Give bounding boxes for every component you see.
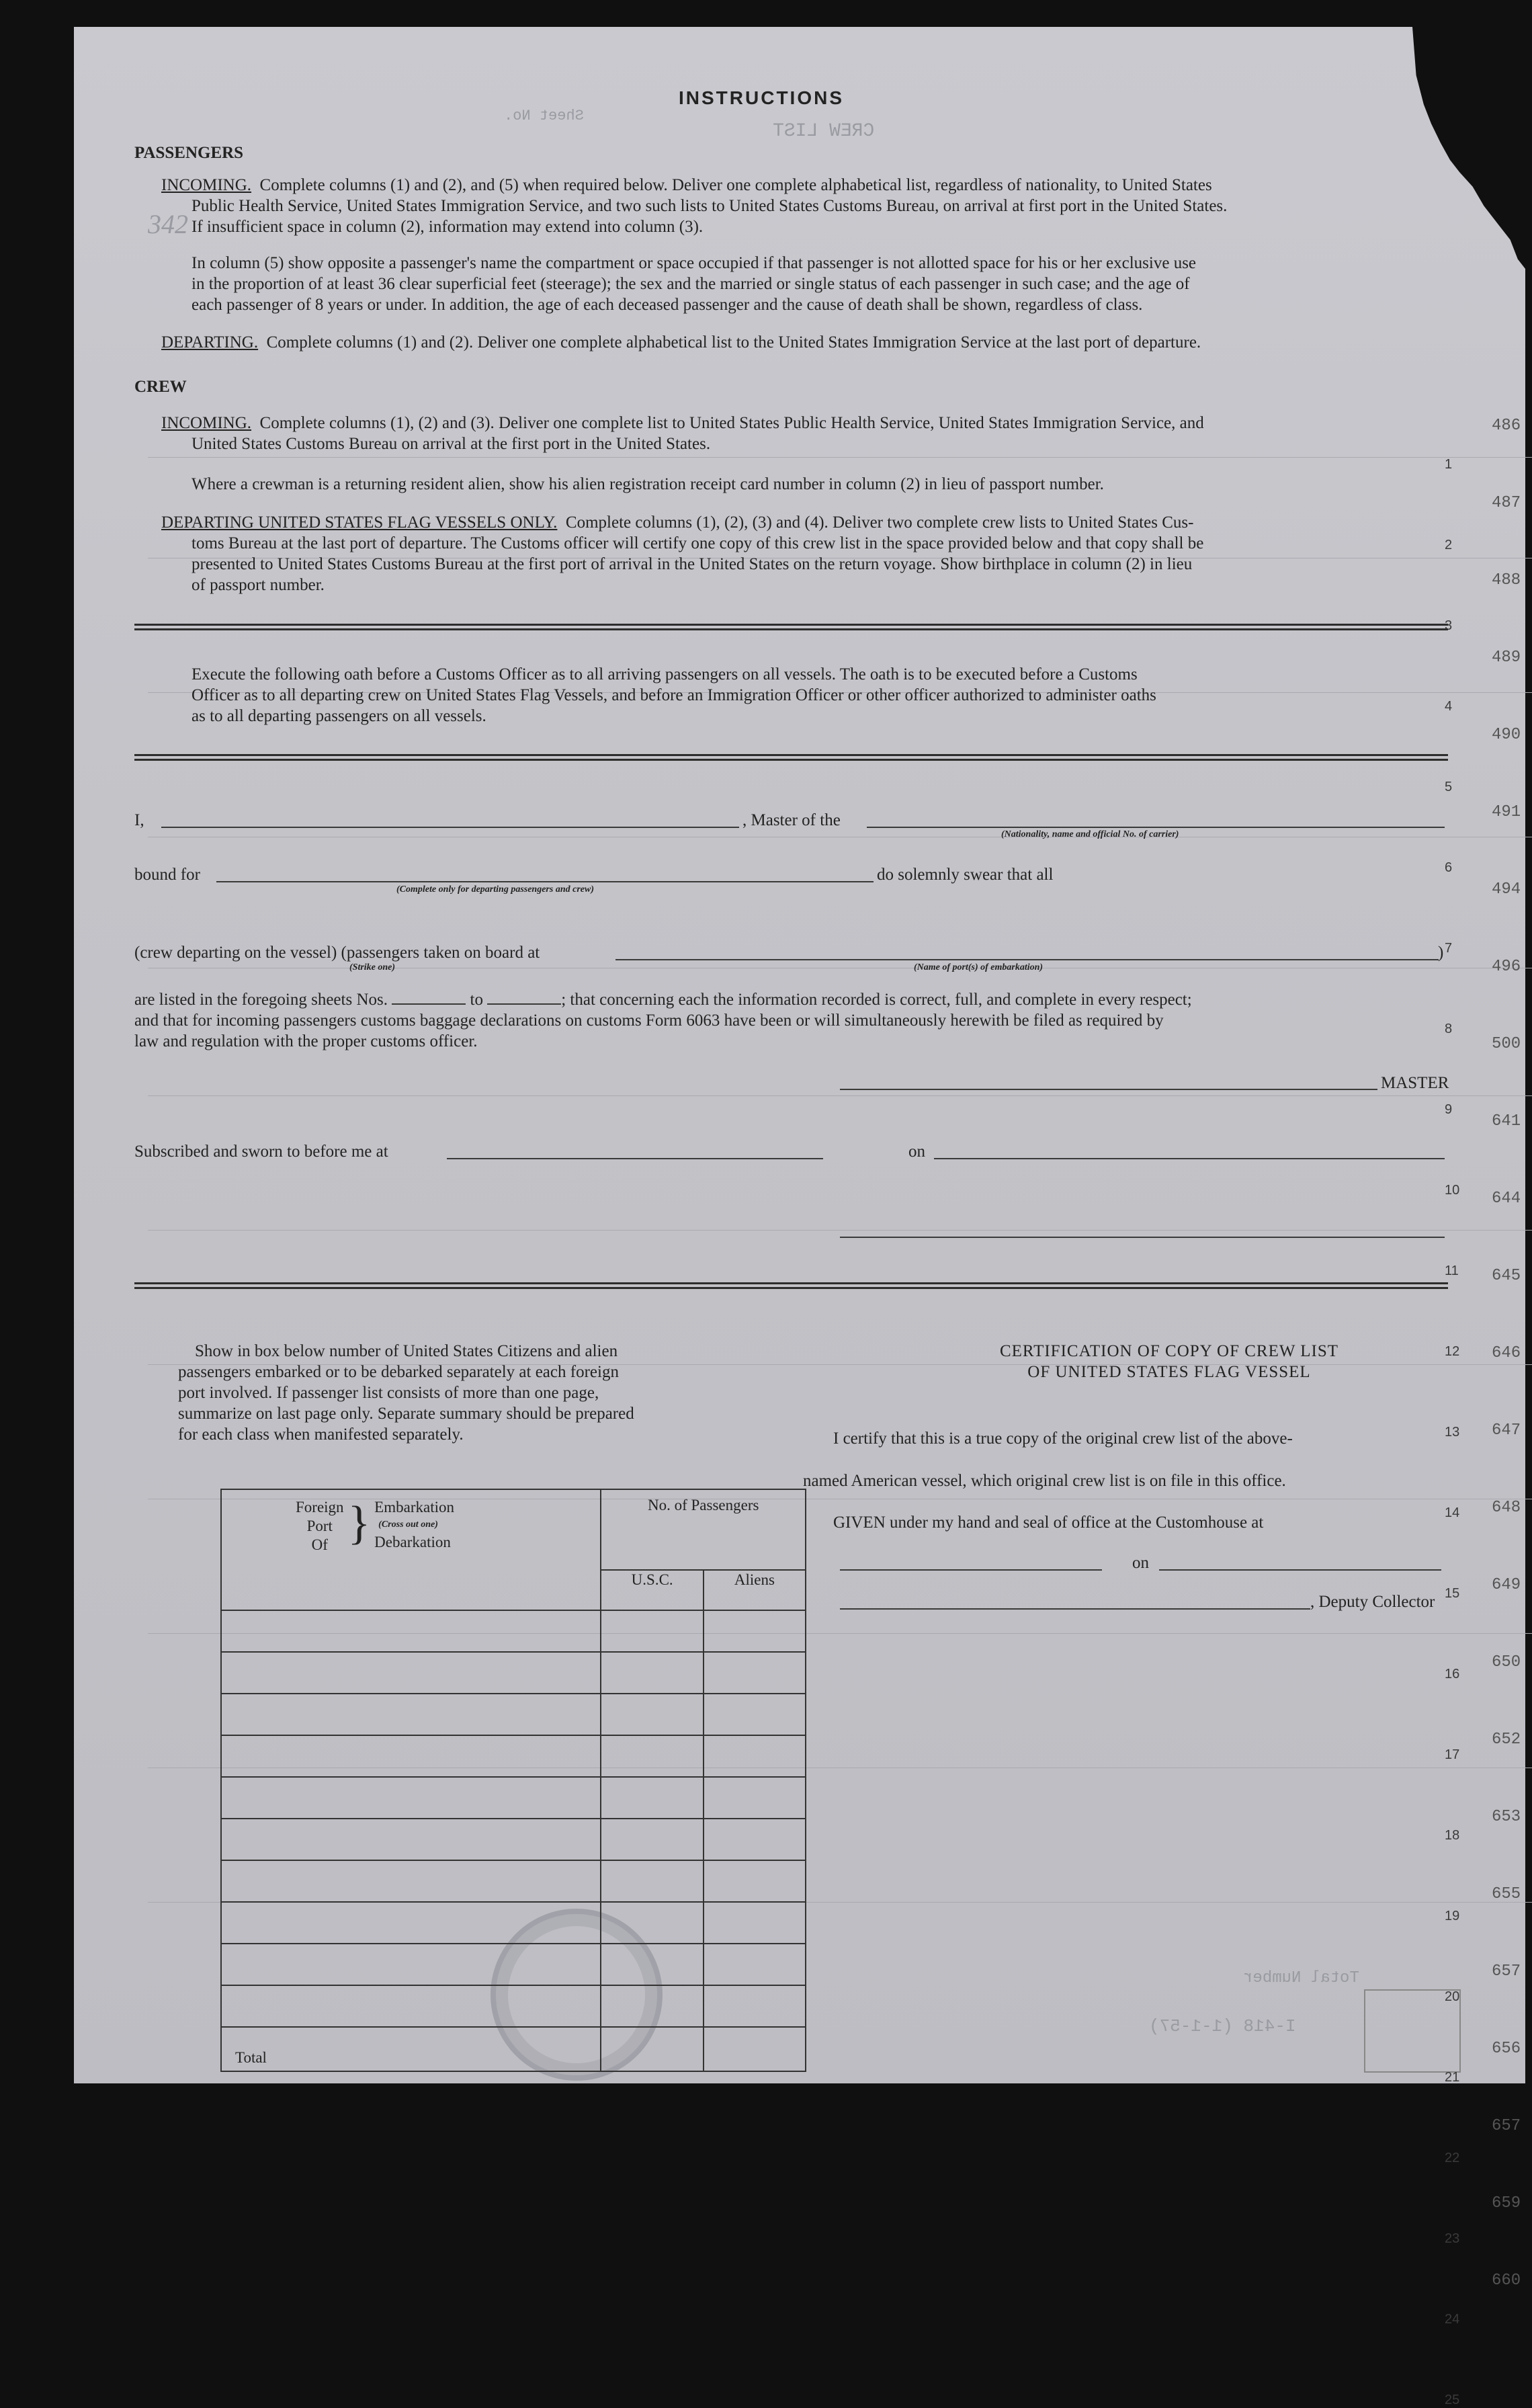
port-cell[interactable] xyxy=(221,1860,601,1902)
bleed-right-number: 648 xyxy=(1492,1499,1521,1517)
certify-line-2: named American vessel, which original crew list is on file in this office. xyxy=(803,1472,1286,1490)
passengers-incoming-block xyxy=(161,175,1472,196)
bleed-row-number: 10 xyxy=(1445,1183,1460,1198)
usc-total-cell[interactable] xyxy=(601,2027,704,2071)
bleed-line xyxy=(148,1230,1532,1231)
crew-alien-text: Where a crewman is a returning resident alien, show his alien registration receipt card number in column (2) in lieu of passport number. xyxy=(192,475,1104,493)
bound-for-caption: (Complete only for departing passengers and crew) xyxy=(396,884,594,895)
aliens-cell[interactable] xyxy=(704,1735,806,1777)
bleed-row-number: 20 xyxy=(1445,1989,1460,2004)
bleed-line xyxy=(148,1095,1532,1096)
bleed-right-number: 652 xyxy=(1492,1731,1521,1749)
bleed-right-number: 488 xyxy=(1492,571,1521,589)
summary-intro-line-3: port involved. If passenger list consists of more than one page, xyxy=(178,1384,599,1402)
passengers-departing-block xyxy=(161,332,1201,353)
column5-line-1: In column (5) show opposite a passenger's name the compartment or space occupied if that passenger is not allotted space for his or her exclusive use xyxy=(192,254,1197,272)
aliens-total-cell[interactable] xyxy=(704,2027,806,2071)
certification-title-2: OF UNITED STATES FLAG VESSEL xyxy=(1027,1363,1311,1381)
master-label: MASTER xyxy=(1381,1074,1449,1092)
customhouse-field[interactable] xyxy=(840,1569,1102,1571)
port-label: Port xyxy=(306,1518,333,1534)
form-number-ghost: I-418 (1-1-57) xyxy=(1149,2016,1296,2036)
bleed-right-number: 496 xyxy=(1492,958,1521,976)
crew-departing-line-1: Complete columns (1), (2), (3) and (4). Deliver two complete crew lists to United States Cus- xyxy=(565,513,1194,532)
bleed-row-number: 15 xyxy=(1445,1586,1460,1601)
passengers-departing-label: DEPARTING. xyxy=(161,333,259,351)
no-passengers-header: No. of Passengers xyxy=(601,1489,806,1570)
crew-incoming-label: INCOMING. xyxy=(161,414,252,432)
brace: } xyxy=(347,1497,371,1549)
usc-cell[interactable] xyxy=(601,1944,704,1985)
sheets-to: to xyxy=(470,991,483,1009)
bleed-right-number: 657 xyxy=(1492,2117,1521,2135)
bleed-right-number: 649 xyxy=(1492,1576,1521,1594)
deputy-signature-field[interactable] xyxy=(840,1608,1310,1610)
bleed-row-number: 25 xyxy=(1445,2393,1460,2407)
port-cell[interactable] xyxy=(221,1610,601,1652)
carrier-field[interactable] xyxy=(867,827,1445,828)
deputy-collector-label: , Deputy Collector xyxy=(1310,1593,1435,1611)
cross-out-label: (Cross out one) xyxy=(378,1520,438,1530)
bleed-right-number: 500 xyxy=(1492,1035,1521,1053)
ports-field[interactable] xyxy=(615,959,1439,960)
aliens-cell[interactable] xyxy=(704,1902,806,1944)
total-label: Total xyxy=(221,2027,601,2071)
oath-intro-line-2: Officer as to all departing crew on United States Flag Vessels, and before an Immigration Officer or other officer authorized to administer oaths xyxy=(192,686,1156,704)
aliens-cell[interactable] xyxy=(704,1944,806,1985)
subscribed-label: Subscribed and sworn to before me at xyxy=(134,1143,388,1161)
oath-i-label: I, xyxy=(134,811,144,829)
usc-cell[interactable] xyxy=(601,1860,704,1902)
usc-cell[interactable] xyxy=(601,1694,704,1735)
carrier-caption: (Nationality, name and official No. of carrier) xyxy=(1001,829,1179,839)
summary-intro-line-4: summarize on last page only. Separate summary should be prepared xyxy=(178,1405,634,1423)
usc-cell[interactable] xyxy=(601,1819,704,1860)
given-text: GIVEN under my hand and seal of office at the Customhouse at xyxy=(833,1513,1264,1532)
document-sheet xyxy=(74,27,1525,2407)
bleed-row-number: 19 xyxy=(1445,1909,1460,1923)
bleed-row-number: 23 xyxy=(1445,2231,1460,2246)
passengers-departing-text: Complete columns (1) and (2). Deliver one complete alphabetical list to the United States Immigration Service at the last port of departure. xyxy=(266,333,1201,351)
crew-departing-text: (crew departing on the vessel) (passengers taken on board at xyxy=(134,944,540,962)
crew-incoming-block xyxy=(161,413,1204,433)
master-of-the-label: , Master of the xyxy=(742,811,841,829)
stamp-number: 342 xyxy=(148,209,188,239)
usc-cell[interactable] xyxy=(601,1610,704,1652)
sheets-to-field[interactable] xyxy=(487,1003,561,1005)
bleed-right-number: 660 xyxy=(1492,2272,1521,2290)
bleed-right-number: 489 xyxy=(1492,649,1521,667)
bleed-right-number: 659 xyxy=(1492,2194,1521,2212)
certification-date-field[interactable] xyxy=(1159,1569,1441,1571)
crew-incoming-line-1: Complete columns (1), (2) and (3). Deliver one complete list to United States Public Health Service, United States Immigration Service, and xyxy=(259,414,1204,432)
passengers-heading: PASSENGERS xyxy=(134,144,244,162)
debarkation-label: Debarkation xyxy=(374,1534,451,1550)
oath-intro-line-1: Execute the following oath before a Customs Officer as to all arriving passengers on all vessels. The oath is to be executed before a Customs xyxy=(192,665,1138,683)
bleed-row-number: 1 xyxy=(1445,457,1453,472)
passenger-summary-table xyxy=(220,1489,806,2072)
summary-intro-line-1: Show in box below number of United States Citizens and alien xyxy=(195,1342,618,1360)
bleed-right-number: 647 xyxy=(1492,1421,1521,1440)
officer-signature-field[interactable] xyxy=(840,1237,1445,1238)
port-cell[interactable] xyxy=(221,1902,601,1944)
passengers-incoming-label: INCOMING. xyxy=(161,176,252,194)
master-name-field[interactable] xyxy=(161,827,739,828)
subscribed-on-label: on xyxy=(908,1143,925,1161)
bleed-right-number: 653 xyxy=(1492,1808,1521,1826)
torn-corner xyxy=(1337,27,1525,269)
crew-departing-label: DEPARTING UNITED STATES FLAG VESSELS ONLY. xyxy=(161,513,558,532)
column5-line-3: each passenger of 8 years or under. In addition, the age of each deceased passenger and the cause of death shall be shown, regardless of class. xyxy=(192,296,1143,314)
crew-heading: CREW xyxy=(134,378,187,396)
bleed-row-number: 2 xyxy=(1445,538,1453,552)
bleed-row-number: 4 xyxy=(1445,699,1453,714)
port-cell[interactable] xyxy=(221,1944,601,1985)
crew-departing-line-3: presented to United States Customs Bureau at the first port of arrival in the United States on the return voyage. Show birthplace in column (2) in lieu xyxy=(192,555,1193,573)
port-cell[interactable] xyxy=(221,1819,601,1860)
bleed-row-number: 8 xyxy=(1445,1022,1453,1036)
port-cell[interactable] xyxy=(221,1735,601,1777)
aliens-cell[interactable] xyxy=(704,1610,806,1652)
bleed-right-number: 655 xyxy=(1492,1885,1521,1903)
page-title: INSTRUCTIONS xyxy=(679,87,844,108)
port-cell[interactable] xyxy=(221,1652,601,1694)
sheets-line xyxy=(134,989,1192,1010)
bleed-right-number: 494 xyxy=(1492,880,1521,899)
aliens-cell[interactable] xyxy=(704,1819,806,1860)
bleed-row-number: 11 xyxy=(1445,1263,1459,1278)
oath-line-2: and that for incoming passengers customs baggage declarations on customs Form 6063 have been or will simultaneously herewith be filed as required by xyxy=(134,1011,1164,1030)
port-cell[interactable] xyxy=(221,1985,601,2027)
ports-close-paren: ) xyxy=(1438,944,1444,962)
sheets-from-field[interactable] xyxy=(392,1003,466,1005)
subscribed-place-field[interactable] xyxy=(447,1158,823,1159)
crew-departing-block xyxy=(161,512,1193,533)
bleed-right-number: 650 xyxy=(1492,1653,1521,1671)
bleed-row-number: 24 xyxy=(1445,2312,1460,2327)
passengers-incoming-line-2: Public Health Service, United States Immigration Service, and two such lists to United States Customs Bureau, on arrival at first port in the United States. xyxy=(192,197,1228,215)
bleed-row-number: 22 xyxy=(1445,2151,1460,2165)
usc-cell[interactable] xyxy=(601,1777,704,1819)
port-cell[interactable] xyxy=(221,1694,601,1735)
crew-departing-line-4: of passport number. xyxy=(192,576,325,594)
bleed-row-number: 7 xyxy=(1445,941,1453,956)
usc-cell[interactable] xyxy=(601,1652,704,1694)
aliens-cell[interactable] xyxy=(704,1694,806,1735)
sheets-pre: are listed in the foregoing sheets Nos. xyxy=(134,991,388,1009)
section-divider xyxy=(134,754,1448,761)
bleed-row-number: 5 xyxy=(1445,780,1453,794)
bound-for-field[interactable] xyxy=(216,881,874,882)
bleed-right-number: 657 xyxy=(1492,1962,1521,1981)
oath-intro-line-3: as to all departing passengers on all vessels. xyxy=(192,707,486,725)
passengers-incoming-line-3: If insufficient space in column (2), information may extend into column (3). xyxy=(192,218,704,236)
usc-header: U.S.C. xyxy=(601,1570,704,1610)
aliens-cell[interactable] xyxy=(704,1652,806,1694)
bleed-right-number: 656 xyxy=(1492,2040,1521,2058)
strike-one-caption: (Strike one) xyxy=(349,962,396,972)
aliens-cell[interactable] xyxy=(704,1985,806,2027)
total-number-ghost: Total Number xyxy=(1243,1969,1359,1987)
aliens-cell[interactable] xyxy=(704,1860,806,1902)
certify-line-1: I certify that this is a true copy of the original crew list of the above- xyxy=(833,1429,1293,1448)
bleed-row-number: 17 xyxy=(1445,1747,1460,1762)
usc-cell[interactable] xyxy=(601,1735,704,1777)
subscribed-date-field[interactable] xyxy=(934,1158,1445,1159)
oath-line-3: law and regulation with the proper customs officer. xyxy=(134,1032,478,1050)
bleed-row-number: 13 xyxy=(1445,1425,1460,1440)
bleed-row-number: 21 xyxy=(1445,2070,1460,2085)
swear-text: do solemnly swear that all xyxy=(877,866,1054,884)
bleed-right-number: 644 xyxy=(1492,1190,1521,1208)
master-signature-field[interactable] xyxy=(840,1089,1377,1090)
port-cell[interactable] xyxy=(221,1777,601,1819)
bleed-right-number: 486 xyxy=(1492,417,1521,435)
crew-incoming-line-2: United States Customs Bureau on arrival at the first port in the United States. xyxy=(192,435,711,453)
bleed-row-number: 3 xyxy=(1445,618,1453,633)
aliens-header: Aliens xyxy=(704,1570,806,1610)
section-divider xyxy=(134,1282,1448,1289)
bleed-right-number: 491 xyxy=(1492,803,1521,821)
summary-intro-line-5: for each class when manifested separately. xyxy=(178,1425,464,1444)
embarkation-label: Embarkation xyxy=(374,1499,454,1516)
mirrored-header: CREW LIST xyxy=(773,121,875,142)
of-label: Of xyxy=(311,1536,328,1553)
sheets-post: ; that concerning each the information recorded is correct, full, and complete in every respect; xyxy=(561,991,1192,1009)
port-header-cell xyxy=(221,1489,601,1610)
bleed-row-number: 14 xyxy=(1445,1505,1460,1520)
usc-cell[interactable] xyxy=(601,1902,704,1944)
aliens-cell[interactable] xyxy=(704,1777,806,1819)
sheet-no-ghost: Sheet No. xyxy=(504,108,584,124)
bound-for-label: bound for xyxy=(134,866,200,884)
column5-line-2: in the proportion of at least 36 clear superficial feet (steerage); the sex and the married or single status of each passenger in such case; and the age of xyxy=(192,275,1190,293)
crew-departing-line-2: toms Bureau at the last port of departure. The Customs officer will certify one copy of this crew list in the space provided below and that copy shall be xyxy=(192,534,1204,552)
bleed-row-number: 18 xyxy=(1445,1828,1460,1843)
certification-on-label: on xyxy=(1132,1554,1149,1572)
usc-cell[interactable] xyxy=(601,1985,704,2027)
passengers-incoming-line-1: Complete columns (1) and (2), and (5) when required below. Deliver one complete alphabetical list, regardless of nationality, to United States xyxy=(259,176,1212,194)
bleed-right-number: 487 xyxy=(1492,494,1521,512)
bleed-row-number: 9 xyxy=(1445,1102,1453,1117)
bleed-right-number: 646 xyxy=(1492,1344,1521,1362)
bleed-right-number: 645 xyxy=(1492,1267,1521,1285)
summary-intro-line-2: passengers embarked or to be debarked separately at each foreign xyxy=(178,1363,619,1381)
ports-caption: (Name of port(s) of embarkation) xyxy=(914,962,1044,972)
bleed-line xyxy=(148,457,1532,458)
bleed-row-number: 6 xyxy=(1445,860,1453,875)
section-divider xyxy=(134,624,1448,630)
foreign-label: Foreign xyxy=(296,1499,344,1516)
bleed-right-number: 641 xyxy=(1492,1112,1521,1130)
certification-title-1: CERTIFICATION OF COPY OF CREW LIST xyxy=(999,1342,1339,1360)
bleed-row-number: 16 xyxy=(1445,1667,1460,1682)
bleed-right-number: 490 xyxy=(1492,726,1521,744)
bleed-row-number: 12 xyxy=(1445,1344,1460,1359)
